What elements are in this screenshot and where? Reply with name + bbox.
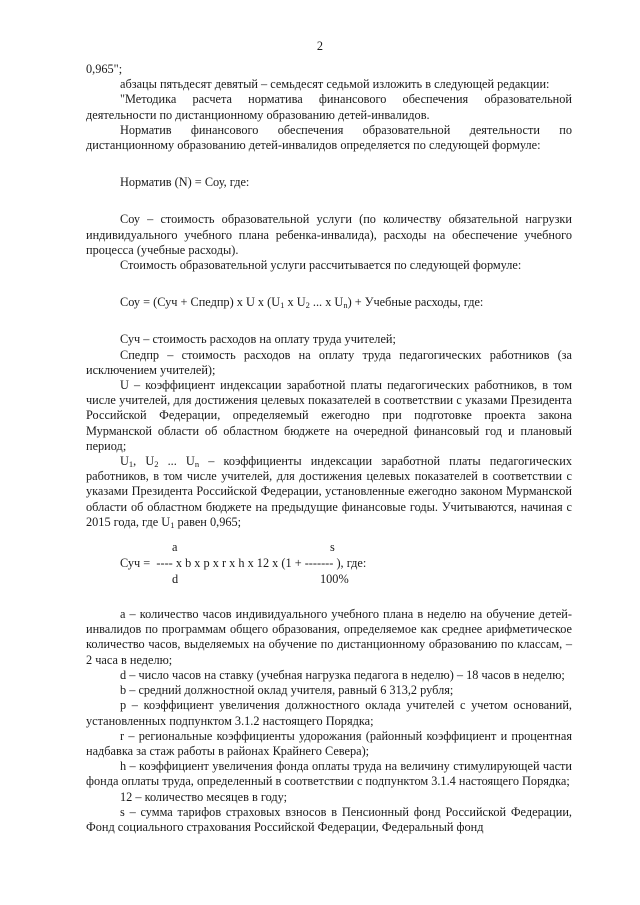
paragraph: 0,965"; [86,62,123,76]
paragraph: $U_1$, $U_2$ ... $U_n$ – коэффициенты индексации заработной платы педагогических работников, в том числе учителей, для достижения целевых показателей в соответствии с указами Президента Российской Федерации, установленные ежегодно законом Мурманской области об областном бюджете на предыдущие финансовые годы. Учитываются, начиная с 2015 года, где $U_1$ равен 0,965; [86,454,572,530]
document-body [86,62,572,835]
formula-line: Суч = ---- x b x p x r x h x 12 x (1 + ------- ), где: [120,556,367,571]
paragraph: U – коэффициент индексации заработной платы педагогических работников, в том числе учителей, для достижения целевых показателей в соответствии с указами Президента Российской Федерации, определяемый ежегодно при подготовке проекта закона Мурманской области об областном бюджете на очередной финансовый год и плановый период; [86,378,572,453]
numerator-s: s [330,540,335,555]
paragraph: 12 – количество месяцев в году; [120,789,288,804]
paragraph: Суч – стоимость расходов на оплату труда учителей; [120,332,396,347]
denominator-100: 100% [320,572,349,587]
paragraph: "Методика расчета норматива финансового обеспечения образовательной деятельности по дистанционному образованию детей-инвалидов. [86,92,572,122]
denominator-d: d [172,572,179,587]
paragraph: s – сумма тарифов страховых взносов в Пенсионный фонд Российской Федерации, Фонд социального страхования Российской Федерации, Федеральный фонд [86,804,572,834]
paragraph: d – число часов на ставку (учебная нагрузка педагога в неделю) – 18 часов в неделю; [120,667,565,682]
paragraph: абзацы пятьдесят девятый – семьдесят седьмой изложить в следующей редакции: [120,77,550,92]
paragraph: Соу – стоимость образовательной услуги (по количеству обязательной нагрузки индивидуального учебного плана ребенка-инвалида), расходы на обеспечение учебного процесса (учебные расходы). [86,212,572,257]
paragraph: Норматив финансового обеспечения образовательной деятельности по дистанционному образованию детей-инвалидов определяется по следующей формуле: [86,122,572,153]
paragraph: h – коэффициент увеличения фонда оплаты труда на величину стимулирующей части фонда оплаты труда, определенный в соответствии с подпунктом 3.1.4 настоящего Порядка; [86,759,572,789]
page-number: 2 [316,39,324,53]
paragraph: Спедпр – стоимость расходов на оплату труда педагогических работников (за исключением учителей); [86,347,572,377]
paragraph: a – количество часов индивидуального учебного плана в неделю на обучение детей-инвалидов по программам общего образования, определяемое как среднее арифметическое количество часов, выделяемых на обучение по дистанционному образованию по классам, – 2 часа в неделю; [86,607,572,667]
paragraph: r – региональные коэффициенты удорожания (районный коэффициент и процентная надбавка за стаж работы в районах Крайнего Севера); [86,728,572,758]
numerator-a: a [172,540,178,555]
paragraph: p – коэффициент увеличения должностного оклада учителей с учетом оснований, установленных подпунктом 3.1.2 настоящего Порядка; [86,698,572,728]
paragraph: Стоимость образовательной услуги рассчитывается по следующей формуле: [120,258,522,273]
formula-cost: Соу = (Суч + Спедпр) x U x ($U_1$ x $U_2$ ... x $U_n$) + Учебные расходы, где: [120,295,484,311]
paragraph: b – средний должностной оклад учителя, равный 6 313,2 рубля; [120,683,454,698]
formula-teacher-salary [86,534,572,586]
formula-normative: Норматив (N) = Соу, где: [120,175,250,190]
